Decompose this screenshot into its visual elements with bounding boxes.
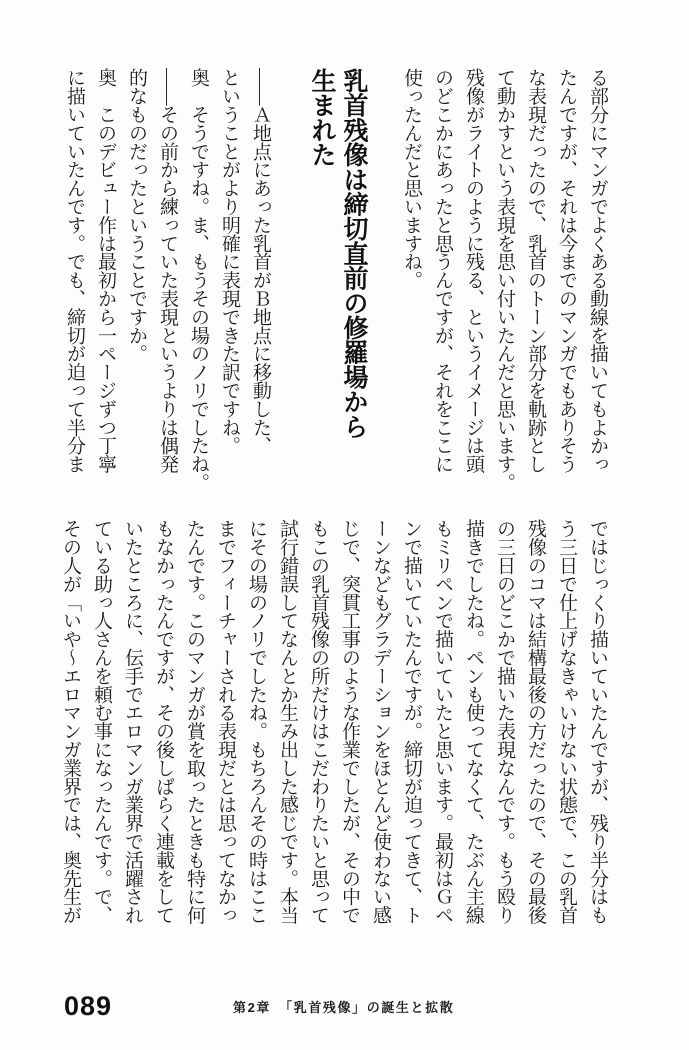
- section-heading-line: 生まれた: [308, 68, 336, 167]
- text-line: ンで描いていたんですが。締切が迫ってきて、ト: [401, 519, 422, 924]
- text-line: 描きでしたね。ペンも使ってなくて、たぶん主線: [463, 519, 484, 924]
- section-heading-line: 乳首残像は締切直前の修羅場から: [340, 68, 368, 439]
- text-line: ている助っ人さんを頼む事になったんです。で、: [91, 519, 112, 924]
- text-line: いたところに、伝手でエロマンガ業界で活躍され: [122, 519, 143, 924]
- text-line: までフィーチャーされる表現だとは思ってなかっ: [215, 519, 236, 924]
- footer-chapter-title: 第2章 「乳首残像」の誕生と拡散: [233, 1000, 455, 1015]
- text-line: ということがより明確に表現できた訳ですね。: [219, 68, 240, 455]
- top-text-block: [59, 68, 613, 492]
- text-line: う三日で仕上げなきゃいけない状態で、この乳首: [556, 519, 577, 924]
- bottom-text-block: [55, 519, 613, 931]
- text-line: のどこかにあったと思うんですが、それをここに: [432, 68, 453, 473]
- text-line: たんです。このマンガが賞を取ったときも特に何: [184, 519, 205, 924]
- text-line: ――Ａ地点にあった乳首がＢ地点に移動した、: [250, 68, 271, 455]
- text-line: に描いていたんです。でも、締切が迫って半分ま: [64, 68, 85, 473]
- text-line: もこの乳首残像の所だけはこだわりたいと思って: [308, 519, 329, 924]
- text-line: 試行錯誤してなんとか生み出した感じです。本当: [277, 519, 298, 924]
- page-number: 089: [64, 991, 113, 1021]
- text-line: 残像がライトのように残る、というイメージは頭: [463, 68, 484, 473]
- text-line: にその場のノリでしたね。もちろんその時はここ: [246, 519, 267, 924]
- text-line: もミリペンで描いていたと思います。最初はＧペ: [432, 519, 453, 924]
- text-line: たんですが、それは今までのマンガでもありそう: [556, 68, 577, 473]
- text-line: 的なものだったということですか。: [126, 68, 147, 363]
- text-line: る部分にマンガでよくある動線を描いてもよかっ: [587, 68, 608, 473]
- text-line: 奥 そうですね。ま、もうその場のノリでしたね。: [188, 68, 209, 492]
- text-line: ーンなどもグラデーションをほとんど使わない感: [370, 519, 391, 924]
- text-line: て動かすという表現を思い付いたんだと思います。: [494, 68, 515, 492]
- text-line: 残像のコマは結構最後の方だったので、その最後: [525, 519, 546, 924]
- text-line: ではじっくり描いていたんですが、残り半分はも: [587, 519, 608, 924]
- text-line: もなかったんですが、その後しばらく連載をして: [153, 519, 174, 924]
- text-line: 使ったんだと思いますね。: [401, 68, 422, 289]
- text-line: ――その前から練っていた表現というよりは偶発: [157, 68, 178, 473]
- text-line: の三日のどこかで描いた表現なんです。もう殴り: [494, 519, 515, 924]
- text-line: じで、突貫工事のような作業でしたが、その中で: [339, 519, 360, 924]
- section-heading: [306, 68, 370, 486]
- text-line: な表現だったので、乳首のトーン部分を軌跡とし: [525, 68, 546, 473]
- text-line: その人が「いや～エロマンガ業界では、奥先生が: [60, 519, 81, 924]
- text-line: 奥 このデビュー作は最初から一ページずつ丁寧: [95, 68, 116, 473]
